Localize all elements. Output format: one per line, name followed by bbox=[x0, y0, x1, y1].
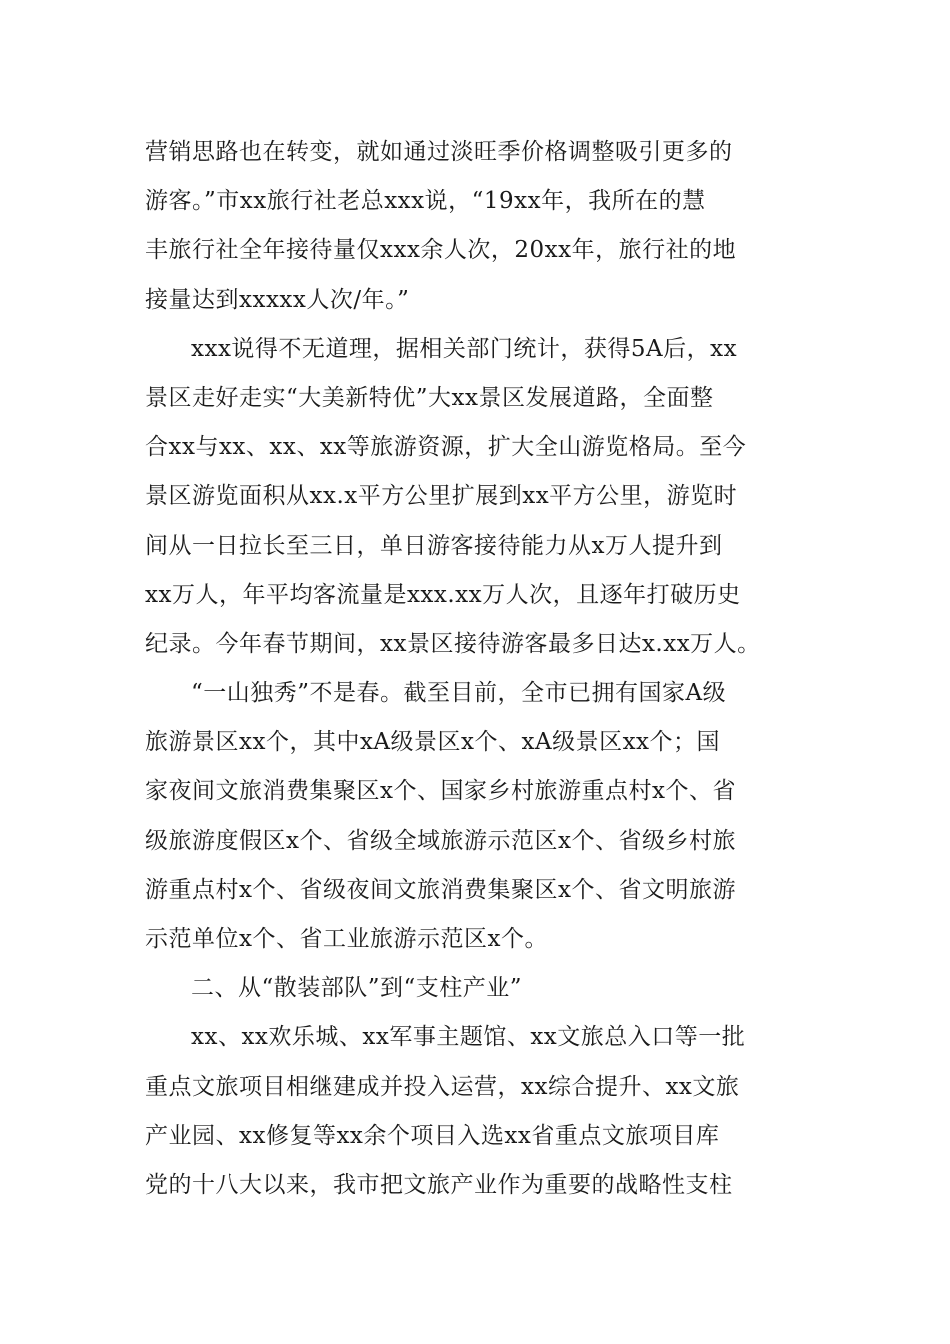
text-line: xx万人，年平均客流量是xxx.xx万人次，且逐年打破历史 bbox=[145, 581, 741, 608]
text-line: xxx说得不无道理，据相关部门统计，获得5A后，xx bbox=[191, 335, 738, 362]
text-line: 旅游景区xx个，其中xA级景区x个、xA级景区xx个；国 bbox=[145, 729, 721, 756]
text-line: 党的十八大以来，我市把文旅产业作为重要的战略性支柱 bbox=[145, 1171, 733, 1198]
text-line: 重点文旅项目相继建成并投入运营，xx综合提升、xx文旅 bbox=[145, 1073, 740, 1100]
text-line: 营销思路也在转变，就如通过淡旺季价格调整吸引更多的 bbox=[145, 139, 733, 165]
text-line: 级旅游度假区x个、省级全域旅游示范区x个、省级乡村旅 bbox=[145, 827, 736, 854]
text-line: 游重点村x个、省级夜间文旅消费集聚区x个、省文明旅游 bbox=[145, 876, 736, 903]
body-text bbox=[145, 128, 835, 1210]
text-line: “一山独秀”不是春。截至目前，全市已拥有国家A级 bbox=[191, 680, 727, 707]
text-line: 产业园、xx修复等xx余个项目入选xx省重点文旅项目库 bbox=[145, 1122, 720, 1149]
text-line: 丰旅行社全年接待量仅xxx余人次，20xx年，旅行社的地 bbox=[145, 237, 737, 264]
text-line: 间从一日拉长至三日，单日游客接待能力从x万人提升到 bbox=[145, 532, 723, 559]
section-heading: 二、从“散装部队”到“支柱产业” bbox=[191, 975, 523, 1002]
text-line: 示范单位x个、省工业旅游示范区x个。 bbox=[145, 926, 548, 952]
text-line: 接量达到xxxxx人次/年。” bbox=[145, 286, 410, 313]
text-line: 景区游览面积从xx.x平方公里扩展到xx平方公里，游览时 bbox=[145, 483, 738, 510]
text-line: 景区走好走实“大美新特优”大xx景区发展道路，全面整 bbox=[145, 384, 714, 411]
text-line: 家夜间文旅消费集聚区x个、国家乡村旅游重点村x个、省 bbox=[145, 778, 736, 805]
text-line: 纪录。今年春节期间，xx景区接待游客最多日达x.xx万人。 bbox=[145, 630, 761, 657]
text-line: 游客。”市xx旅行社老总xxx说，“19xx年，我所在的慧 bbox=[145, 188, 706, 215]
text-line: 合xx与xx、xx、xx等旅游资源，扩大全山游览格局。至今 bbox=[145, 434, 747, 461]
text-line: xx、xx欢乐城、xx军事主题馆、xx文旅总入口等一批 bbox=[191, 1024, 746, 1051]
